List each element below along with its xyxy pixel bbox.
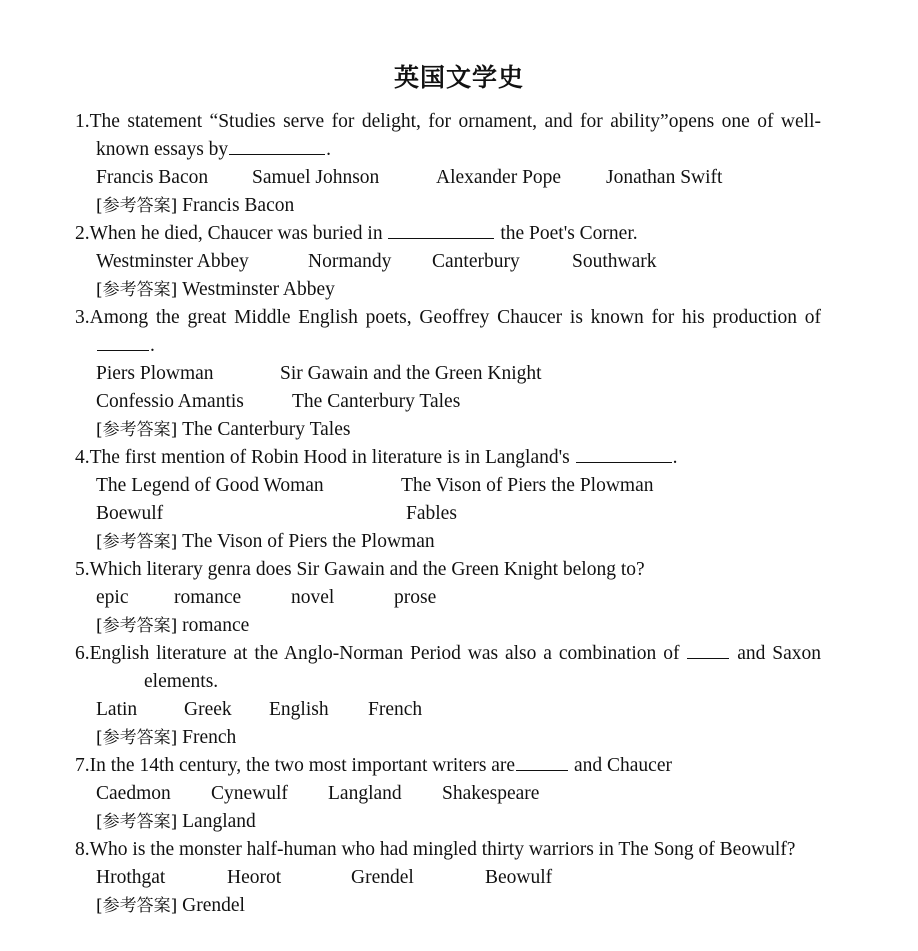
question-stem: 3.Among the great Middle English poets, Geoffrey Chaucer is known for his production of .	[75, 307, 821, 356]
question-stem: 5.Which literary genra does Sir Gawain and the Green Knight belong to?	[75, 559, 645, 580]
answer-label: [参考答案]	[96, 532, 178, 552]
answer-label: [参考答案]	[96, 616, 178, 636]
options-row	[75, 696, 821, 724]
blank-line	[97, 334, 149, 351]
answer-line	[75, 808, 821, 836]
option: Francis Bacon	[96, 167, 209, 188]
option: Sir Gawain and the Green Knight	[280, 363, 542, 384]
blank-line	[687, 642, 729, 659]
option: Cynewulf	[211, 783, 288, 804]
option: French	[368, 699, 423, 720]
question-stem: 2.When he died, Chaucer was buried in the Poet's Corner.	[75, 223, 638, 244]
option: Fables	[406, 503, 457, 524]
question-6	[75, 640, 821, 752]
answer-line	[75, 528, 821, 556]
question-stem: 6.English literature at the Anglo-Norman Period was also a combination of and Saxonelements.	[75, 643, 822, 692]
answer-label: [参考答案]	[96, 896, 178, 916]
option: Grendel	[351, 867, 414, 888]
option: Heorot	[227, 867, 282, 888]
option: Beowulf	[485, 867, 553, 888]
option: Caedmon	[96, 783, 171, 804]
option: prose	[394, 587, 437, 608]
options-row	[75, 500, 821, 528]
options-row	[75, 164, 821, 192]
answer-line	[75, 416, 821, 444]
option: novel	[291, 587, 335, 608]
answer-label: [参考答案]	[96, 812, 178, 832]
page-title: 英国文学史	[393, 63, 524, 92]
option: Southwark	[572, 251, 657, 272]
question-stem: 8.Who is the monster half-human who had mingled thirty warriors in The Song of Beowulf?	[75, 839, 796, 860]
question-2	[75, 220, 821, 304]
blank-line	[229, 138, 325, 155]
question-5	[75, 556, 821, 640]
answer-text: Langland	[182, 811, 256, 832]
option: Westminster Abbey	[96, 251, 249, 272]
answer-label: [参考答案]	[96, 420, 178, 440]
option: Jonathan Swift	[606, 167, 723, 188]
answer-label: [参考答案]	[96, 196, 178, 216]
options-row	[75, 780, 821, 808]
question-3	[75, 304, 821, 444]
option: English	[269, 699, 329, 720]
answer-text: Westminster Abbey	[182, 279, 335, 300]
option: Boewulf	[96, 503, 164, 524]
answer-line	[75, 612, 821, 640]
option: The Vison of Piers the Plowman	[401, 475, 654, 496]
options-row	[75, 248, 821, 276]
question-4	[75, 444, 821, 556]
answer-line	[75, 192, 821, 220]
question-8	[75, 836, 821, 920]
option: Piers Plowman	[96, 363, 214, 384]
question-1	[75, 108, 821, 220]
option: Normandy	[308, 251, 392, 272]
question-stem: 7.In the 14th century, the two most important writers are and Chaucer	[75, 755, 672, 776]
answer-line	[75, 724, 821, 752]
question-stem: 4.The first mention of Robin Hood in literature is in Langland's .	[75, 447, 678, 468]
answer-text: romance	[182, 615, 250, 636]
answer-line	[75, 892, 821, 920]
blank-line	[576, 446, 672, 463]
option: Langland	[328, 783, 402, 804]
option: Confessio Amantis	[96, 391, 244, 412]
option: romance	[174, 587, 242, 608]
option: Greek	[184, 699, 232, 720]
blank-line	[388, 222, 494, 239]
options-row	[75, 864, 821, 892]
option: The Canterbury Tales	[292, 391, 461, 412]
answer-text: The Vison of Piers the Plowman	[182, 531, 435, 552]
option: Hrothgat	[96, 867, 166, 888]
answer-text: The Canterbury Tales	[182, 419, 351, 440]
answer-label: [参考答案]	[96, 728, 178, 748]
option: Canterbury	[432, 251, 520, 272]
option: Samuel Johnson	[252, 167, 380, 188]
question-stem: 1.The statement “Studies serve for delight, for ornament, and for ability”opens one of well-known essays by .	[75, 111, 821, 160]
option: The Legend of Good Woman	[96, 475, 324, 496]
blank-line	[516, 754, 568, 771]
question-list	[75, 108, 821, 920]
answer-line	[75, 276, 821, 304]
options-row	[75, 584, 821, 612]
option: Shakespeare	[442, 783, 540, 804]
question-7	[75, 752, 821, 836]
option: epic	[96, 587, 129, 608]
answer-label: [参考答案]	[96, 280, 178, 300]
options-row	[75, 360, 821, 388]
options-row	[75, 472, 821, 500]
answer-text: Francis Bacon	[182, 195, 295, 216]
option: Alexander Pope	[436, 167, 562, 188]
answer-text: Grendel	[182, 895, 245, 916]
answer-text: French	[182, 727, 237, 748]
options-row	[75, 388, 821, 416]
option: Latin	[96, 699, 138, 720]
